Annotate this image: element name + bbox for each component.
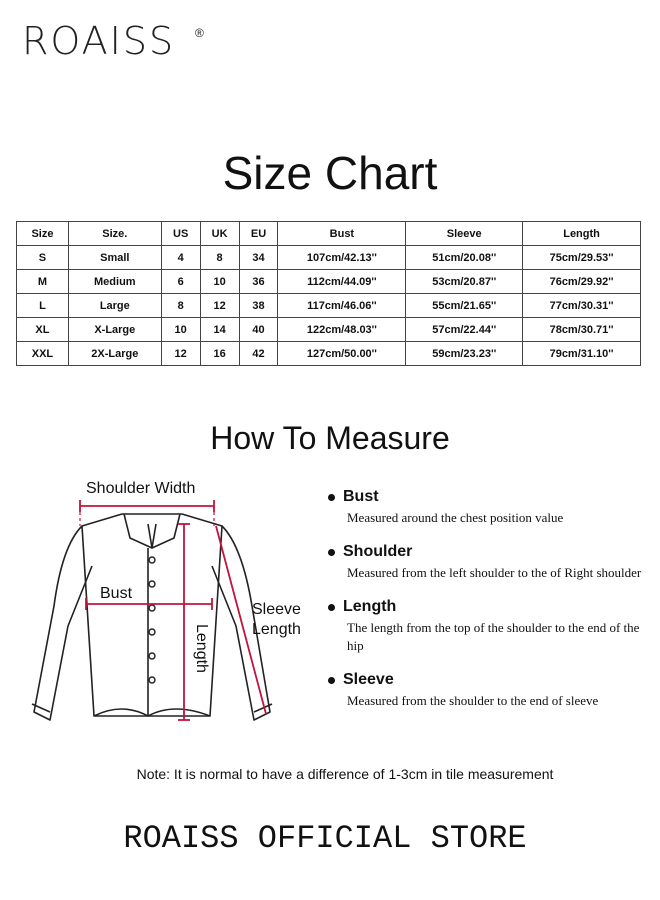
table-cell: 51cm/20.08'': [406, 246, 523, 270]
table-cell: Small: [68, 246, 161, 270]
table-header-row: [17, 222, 641, 246]
table-row: [17, 270, 641, 294]
table-cell: 10: [161, 318, 200, 342]
table-cell: 53cm/20.87'': [406, 270, 523, 294]
table-cell: 2X-Large: [68, 342, 161, 366]
table-cell: 42: [239, 342, 278, 366]
header-cell: EU: [239, 222, 278, 246]
table-cell: X-Large: [68, 318, 161, 342]
header-cell: Bust: [278, 222, 406, 246]
measure-item-name: Sleeve: [343, 671, 394, 688]
table-cell: 77cm/30.31'': [523, 294, 641, 318]
table-cell: XL: [17, 318, 69, 342]
header-cell: Sleeve: [406, 222, 523, 246]
header-cell: US: [161, 222, 200, 246]
measure-item-name: Shoulder: [343, 543, 413, 560]
table-cell: 8: [161, 294, 200, 318]
table-cell: 75cm/29.53'': [523, 246, 641, 270]
measure-item-desc: Measured from the shoulder to the end of sleeve: [347, 693, 599, 708]
table-row: [17, 342, 641, 366]
table-cell: 38: [239, 294, 278, 318]
header-cell: Size.: [68, 222, 161, 246]
label-length: Length: [193, 624, 210, 673]
table-row: [17, 318, 641, 342]
brand-name: ROAISS: [22, 19, 176, 63]
measure-item-name: Bust: [343, 488, 379, 505]
table-cell: 16: [200, 342, 239, 366]
table-cell: 76cm/29.92'': [523, 270, 641, 294]
header-cell: Length: [523, 222, 641, 246]
table-cell: 6: [161, 270, 200, 294]
table-cell: 34: [239, 246, 278, 270]
registered-mark: ®: [195, 26, 204, 40]
bullet-dot-icon: [328, 549, 335, 556]
table-cell: M: [17, 270, 69, 294]
header-cell: Size: [17, 222, 69, 246]
table-cell: 36: [239, 270, 278, 294]
measurement-note: Note: It is normal to have a difference of 1-3cm in tile measurement: [136, 766, 554, 782]
table-cell: 14: [200, 318, 239, 342]
label-sleeve-line2: Length: [252, 621, 301, 638]
measure-item-sleeve: [328, 671, 648, 710]
table-cell: 12: [161, 342, 200, 366]
shirt-diagram: [14, 476, 314, 756]
table-cell: 40: [239, 318, 278, 342]
measure-instructions: [328, 488, 648, 726]
table-cell: 122cm/48.03'': [278, 318, 406, 342]
table-cell: 10: [200, 270, 239, 294]
measure-item-desc: Measured around the chest position value: [347, 510, 564, 525]
table-cell: S: [17, 246, 69, 270]
measure-item-desc: The length from the top of the shoulder to the end of the hip: [347, 620, 640, 653]
table-cell: L: [17, 294, 69, 318]
label-sleeve-line1: Sleeve: [252, 601, 301, 618]
label-bust: Bust: [100, 585, 133, 602]
table-row: [17, 294, 641, 318]
label-sleeve-length: [252, 600, 301, 640]
measure-item-desc: Measured from the left shoulder to the of Right shoulder: [347, 565, 642, 580]
bullet-dot-icon: [328, 677, 335, 684]
table-cell: 78cm/30.71'': [523, 318, 641, 342]
store-name: ROAISS OFFICIAL STORE: [123, 820, 527, 857]
table-cell: 107cm/42.13'': [278, 246, 406, 270]
table-cell: 117cm/46.06'': [278, 294, 406, 318]
page-title: Size Chart: [222, 147, 438, 199]
table-cell: XXL: [17, 342, 69, 366]
size-table: [16, 221, 641, 366]
table-cell: 8: [200, 246, 239, 270]
table-cell: 57cm/22.44'': [406, 318, 523, 342]
table-cell: 79cm/31.10'': [523, 342, 641, 366]
table-cell: 4: [161, 246, 200, 270]
table-cell: 55cm/21.65'': [406, 294, 523, 318]
header-cell: UK: [200, 222, 239, 246]
table-cell: 127cm/50.00'': [278, 342, 406, 366]
measure-item-length: [328, 598, 648, 655]
table-cell: 112cm/44.09'': [278, 270, 406, 294]
table-cell: Large: [68, 294, 161, 318]
measure-item-bust: [328, 488, 648, 527]
how-to-measure-title: How To Measure: [210, 420, 450, 456]
table-cell: Medium: [68, 270, 161, 294]
table-cell: 12: [200, 294, 239, 318]
bullet-dot-icon: [328, 494, 335, 501]
label-shoulder-width: Shoulder Width: [86, 480, 196, 497]
table-cell: 59cm/23.23'': [406, 342, 523, 366]
measure-item-name: Length: [343, 598, 397, 615]
table-row: [17, 246, 641, 270]
measure-item-shoulder: [328, 543, 648, 582]
bullet-dot-icon: [328, 604, 335, 611]
